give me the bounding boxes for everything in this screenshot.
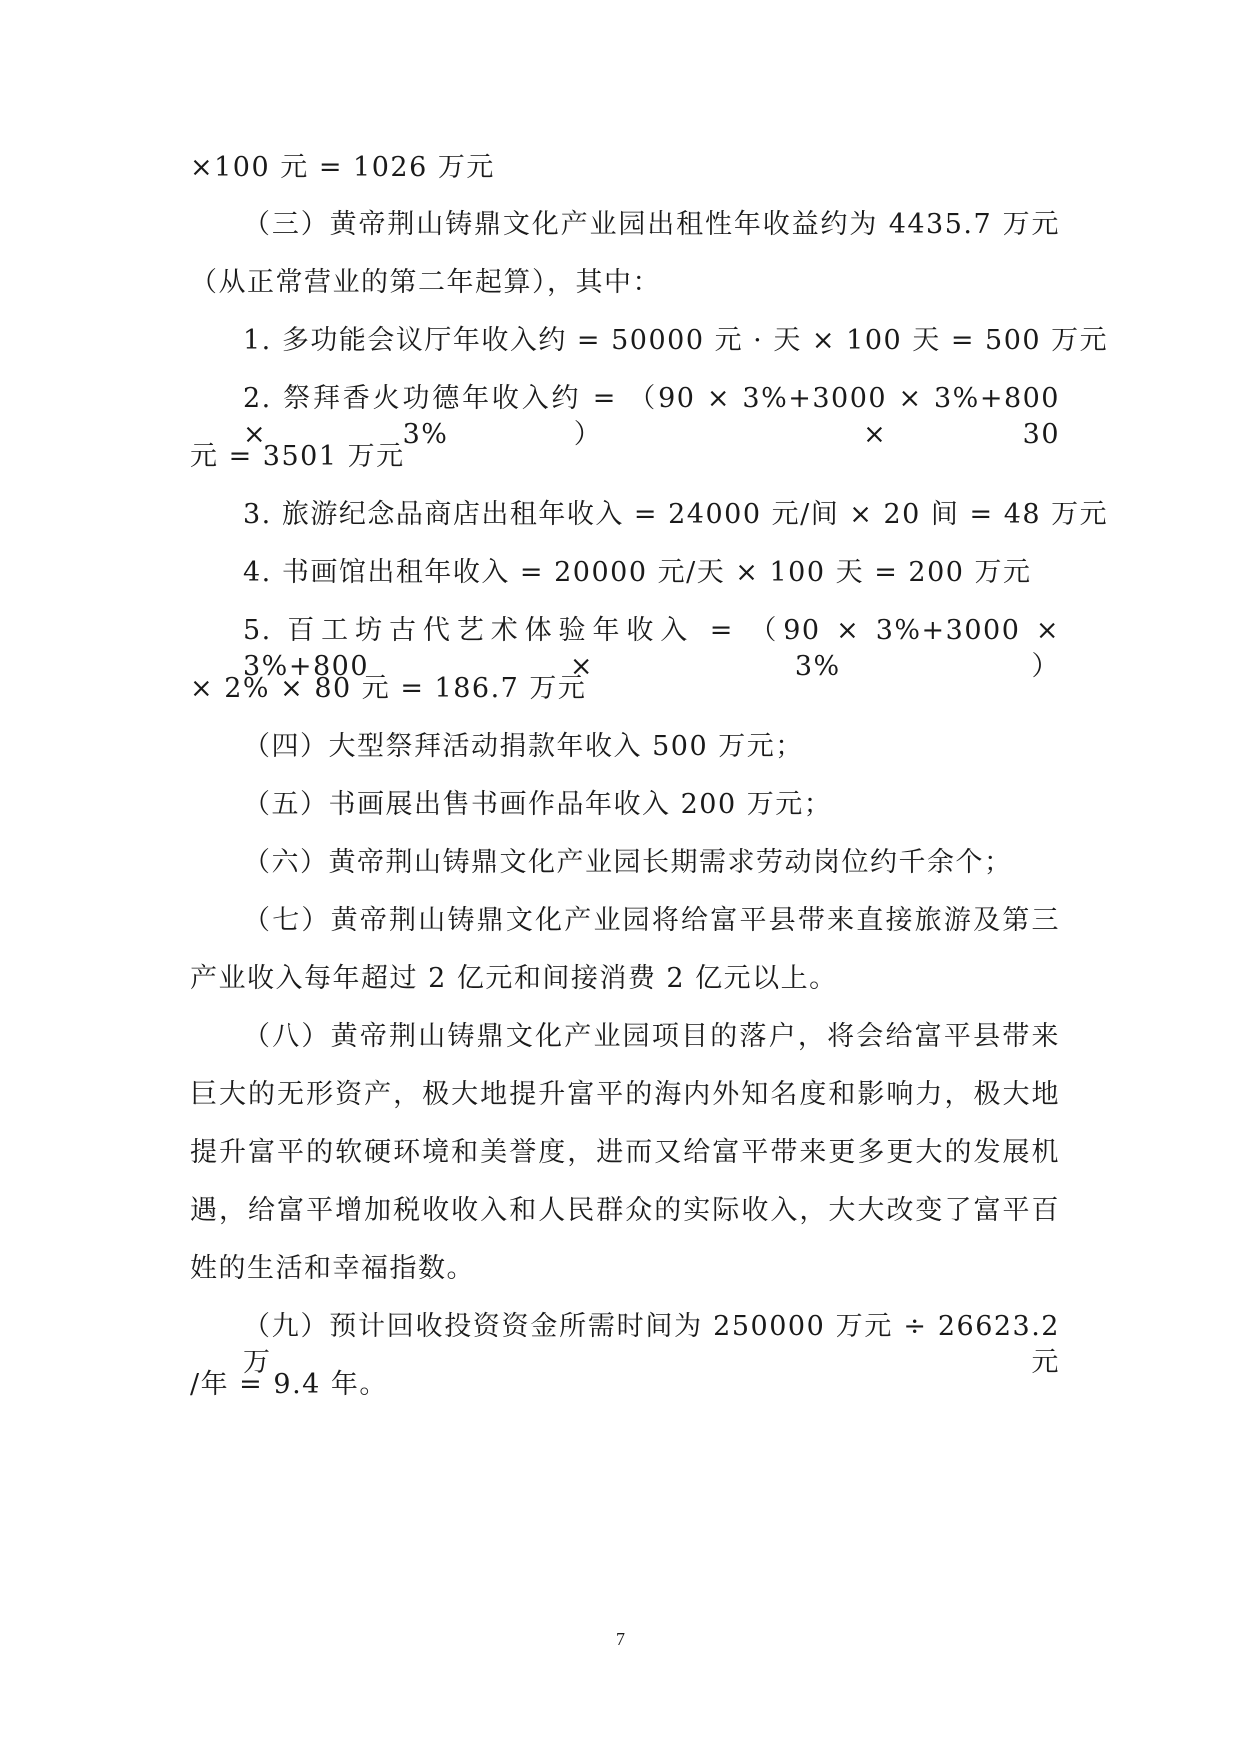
section-eight: （八）黄帝荆山铸鼎文化产业园项目的落户，将会给富平县带来 — [243, 1021, 1060, 1052]
section-three-continuation: （从正常营业的第二年起算），其中： — [190, 267, 661, 298]
section-seven-continuation: 产业收入每年超过 2 亿元和间接消费 2 亿元以上。 — [190, 963, 838, 994]
item-souvenir-shop: 3. 旅游纪念品商店出租年收入 = 24000 元/间 × 20 间 = 48 万元 — [243, 499, 1109, 530]
section-seven: （七）黄帝荆山铸鼎文化产业园将给富平县带来直接旅游及第三 — [243, 905, 1060, 936]
section-eight-line-5: 姓的生活和幸福指数。 — [190, 1253, 475, 1284]
page-number: 7 — [616, 1629, 625, 1649]
section-nine-continuation: /年 = 9.4 年。 — [190, 1369, 388, 1400]
item-incense-offering: 2. 祭拜香火功德年收入约 = （90 × 3%+3000 × 3%+800 × 3%） × 30 — [243, 383, 1060, 450]
item-painting-gallery: 4. 书画馆出租年收入 = 20000 元/天 × 100 天 = 200 万元 — [243, 557, 1032, 588]
section-nine: （九）预计回收投资资金所需时间为 250000 万元 ÷ 26623.2 万元 — [243, 1311, 1060, 1378]
item-incense-offering-continuation: 元 = 3501 万元 — [190, 441, 405, 472]
section-five: （五）书画展出售书画作品年收入 200 万元； — [243, 789, 833, 820]
item-conference-hall: 1. 多功能会议厅年收入约 = 50000 元 · 天 × 100 天 = 500 万元 — [243, 325, 1109, 356]
item-craft-workshop: 5. 百工坊古代艺术体验年收入 = （90 × 3%+3000 × 3%+800 × 3%） — [243, 615, 1060, 682]
section-six: （六）黄帝荆山铸鼎文化产业园长期需求劳动岗位约千余个； — [243, 847, 1013, 878]
section-four: （四）大型祭拜活动捐款年收入 500 万元； — [243, 731, 804, 762]
section-eight-line-3: 提升富平的软硬环境和美誉度，进而又给富平带来更多更大的发展机 — [190, 1137, 1060, 1168]
text-line-1: ×100 元 = 1026 万元 — [190, 152, 495, 183]
item-craft-workshop-continuation: × 2% × 80 元 = 186.7 万元 — [190, 673, 587, 704]
section-eight-line-4: 遇，给富平增加税收收入和人民群众的实际收入，大大改变了富平百 — [190, 1195, 1060, 1226]
section-three-heading: （三）黄帝荆山铸鼎文化产业园出租性年收益约为 4435.7 万元 — [243, 209, 1060, 240]
section-eight-line-2: 巨大的无形资产，极大地提升富平的海内外知名度和影响力，极大地 — [190, 1079, 1060, 1110]
